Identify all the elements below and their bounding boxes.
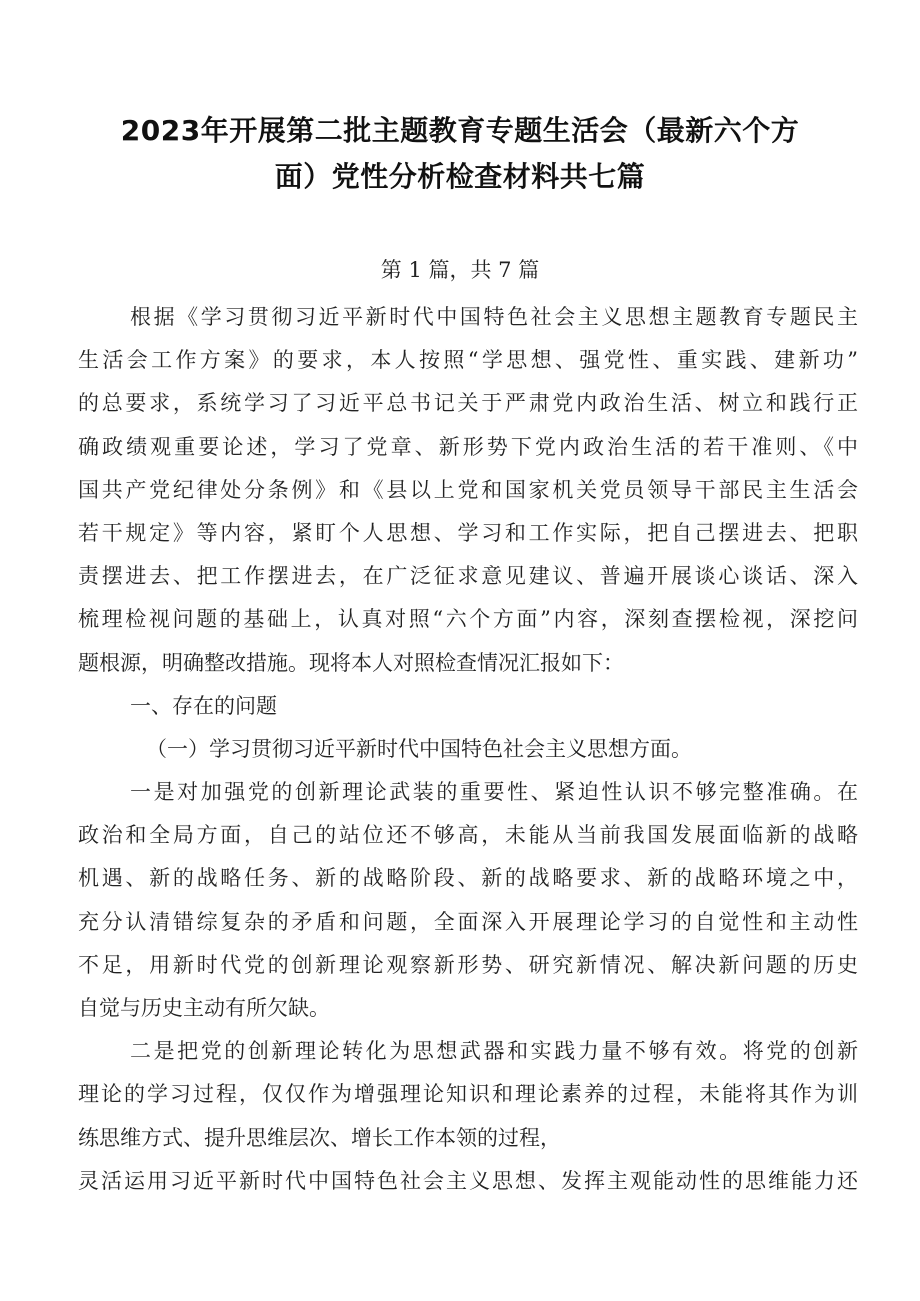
paragraph-line: 的总要求，系统学习了习近平总书记关于严肃党内政治生活、树立和践行正 [78, 391, 858, 416]
paragraph-line: 生活会工作方案》的要求，本人按照“学思想、强党性、重实践、建新功” [78, 348, 858, 373]
paragraph-line: 政治和全局方面，自己的站位还不够高，未能从当前我国发展面临新的战略 [78, 823, 858, 848]
paragraph-line: 国共产党纪律处分条例》和《县以上党和国家机关党员领导干部民主生活会 [78, 477, 858, 502]
paragraph-line: 责摆进去、把工作摆进去，在广泛征求意见建议、普遍开展谈心谈话、深入 [78, 564, 858, 589]
paragraph-line: 根据《学习贯彻习近平新时代中国特色社会主义思想主题教育专题民主 [130, 305, 858, 329]
paragraph-line: 梳理检视问题的基础上，认真对照“六个方面”内容，深刻查摆检视，深挖问 [78, 607, 858, 632]
paragraph-line: 题根源，明确整改措施。现将本人对照检查情况汇报如下： [78, 650, 624, 675]
part-label: 第 1 篇，共 7 篇 [380, 258, 540, 282]
title-line-2: 面）党性分析检查材料共七篇 [274, 160, 646, 193]
paragraph-line: 机遇、新的战略任务、新的战略阶段、新的战略要求、新的战略环境之中， [78, 866, 858, 891]
paragraph-line: 二是把党的创新理论转化为思想武器和实践力量不够有效。将党的创新 [130, 1039, 858, 1064]
paragraph-line: 练思维方式、提升思维层次、增长工作本领的过程， [78, 1125, 561, 1150]
paragraph-line: 灵活运用习近平新时代中国特色社会主义思想、发挥主观能动性的思维能力还 [78, 1168, 858, 1193]
paragraph-line: 充分认清错综复杂的矛盾和问题，全面深入开展理论学习的自觉性和主动性 [78, 909, 858, 934]
paragraph-line: 确政绩观重要论述，学习了党章、新形势下党内政治生活的若干准则、《中 [78, 434, 858, 459]
document-title [90, 108, 830, 200]
section-heading: 一、存在的问题 [130, 693, 277, 718]
paragraph-line: 一是对加强党的创新理论武装的重要性、紧迫性认识不够完整准确。在 [130, 780, 858, 805]
title-line-1: 2023年开展第二批主题教育专题生活会（最新六个方 [120, 114, 800, 147]
paragraph-line: 不足，用新时代党的创新理论观察新形势、研究新情况、解决新问题的历史 [78, 952, 858, 977]
paragraph-line: 理论的学习过程，仅仅作为增强理论知识和理论素养的过程，未能将其作为训 [78, 1082, 858, 1107]
paragraph-line: 自觉与历史主动有所欠缺。 [78, 996, 330, 1020]
document-body [78, 296, 858, 1203]
paragraph-line: 若干规定》等内容，紧盯个人思想、学习和工作实际，把自己摆进去、把职 [78, 520, 858, 545]
subsection-heading: （一）学习贯彻习近平新时代中国特色社会主义思想方面。 [146, 736, 692, 761]
